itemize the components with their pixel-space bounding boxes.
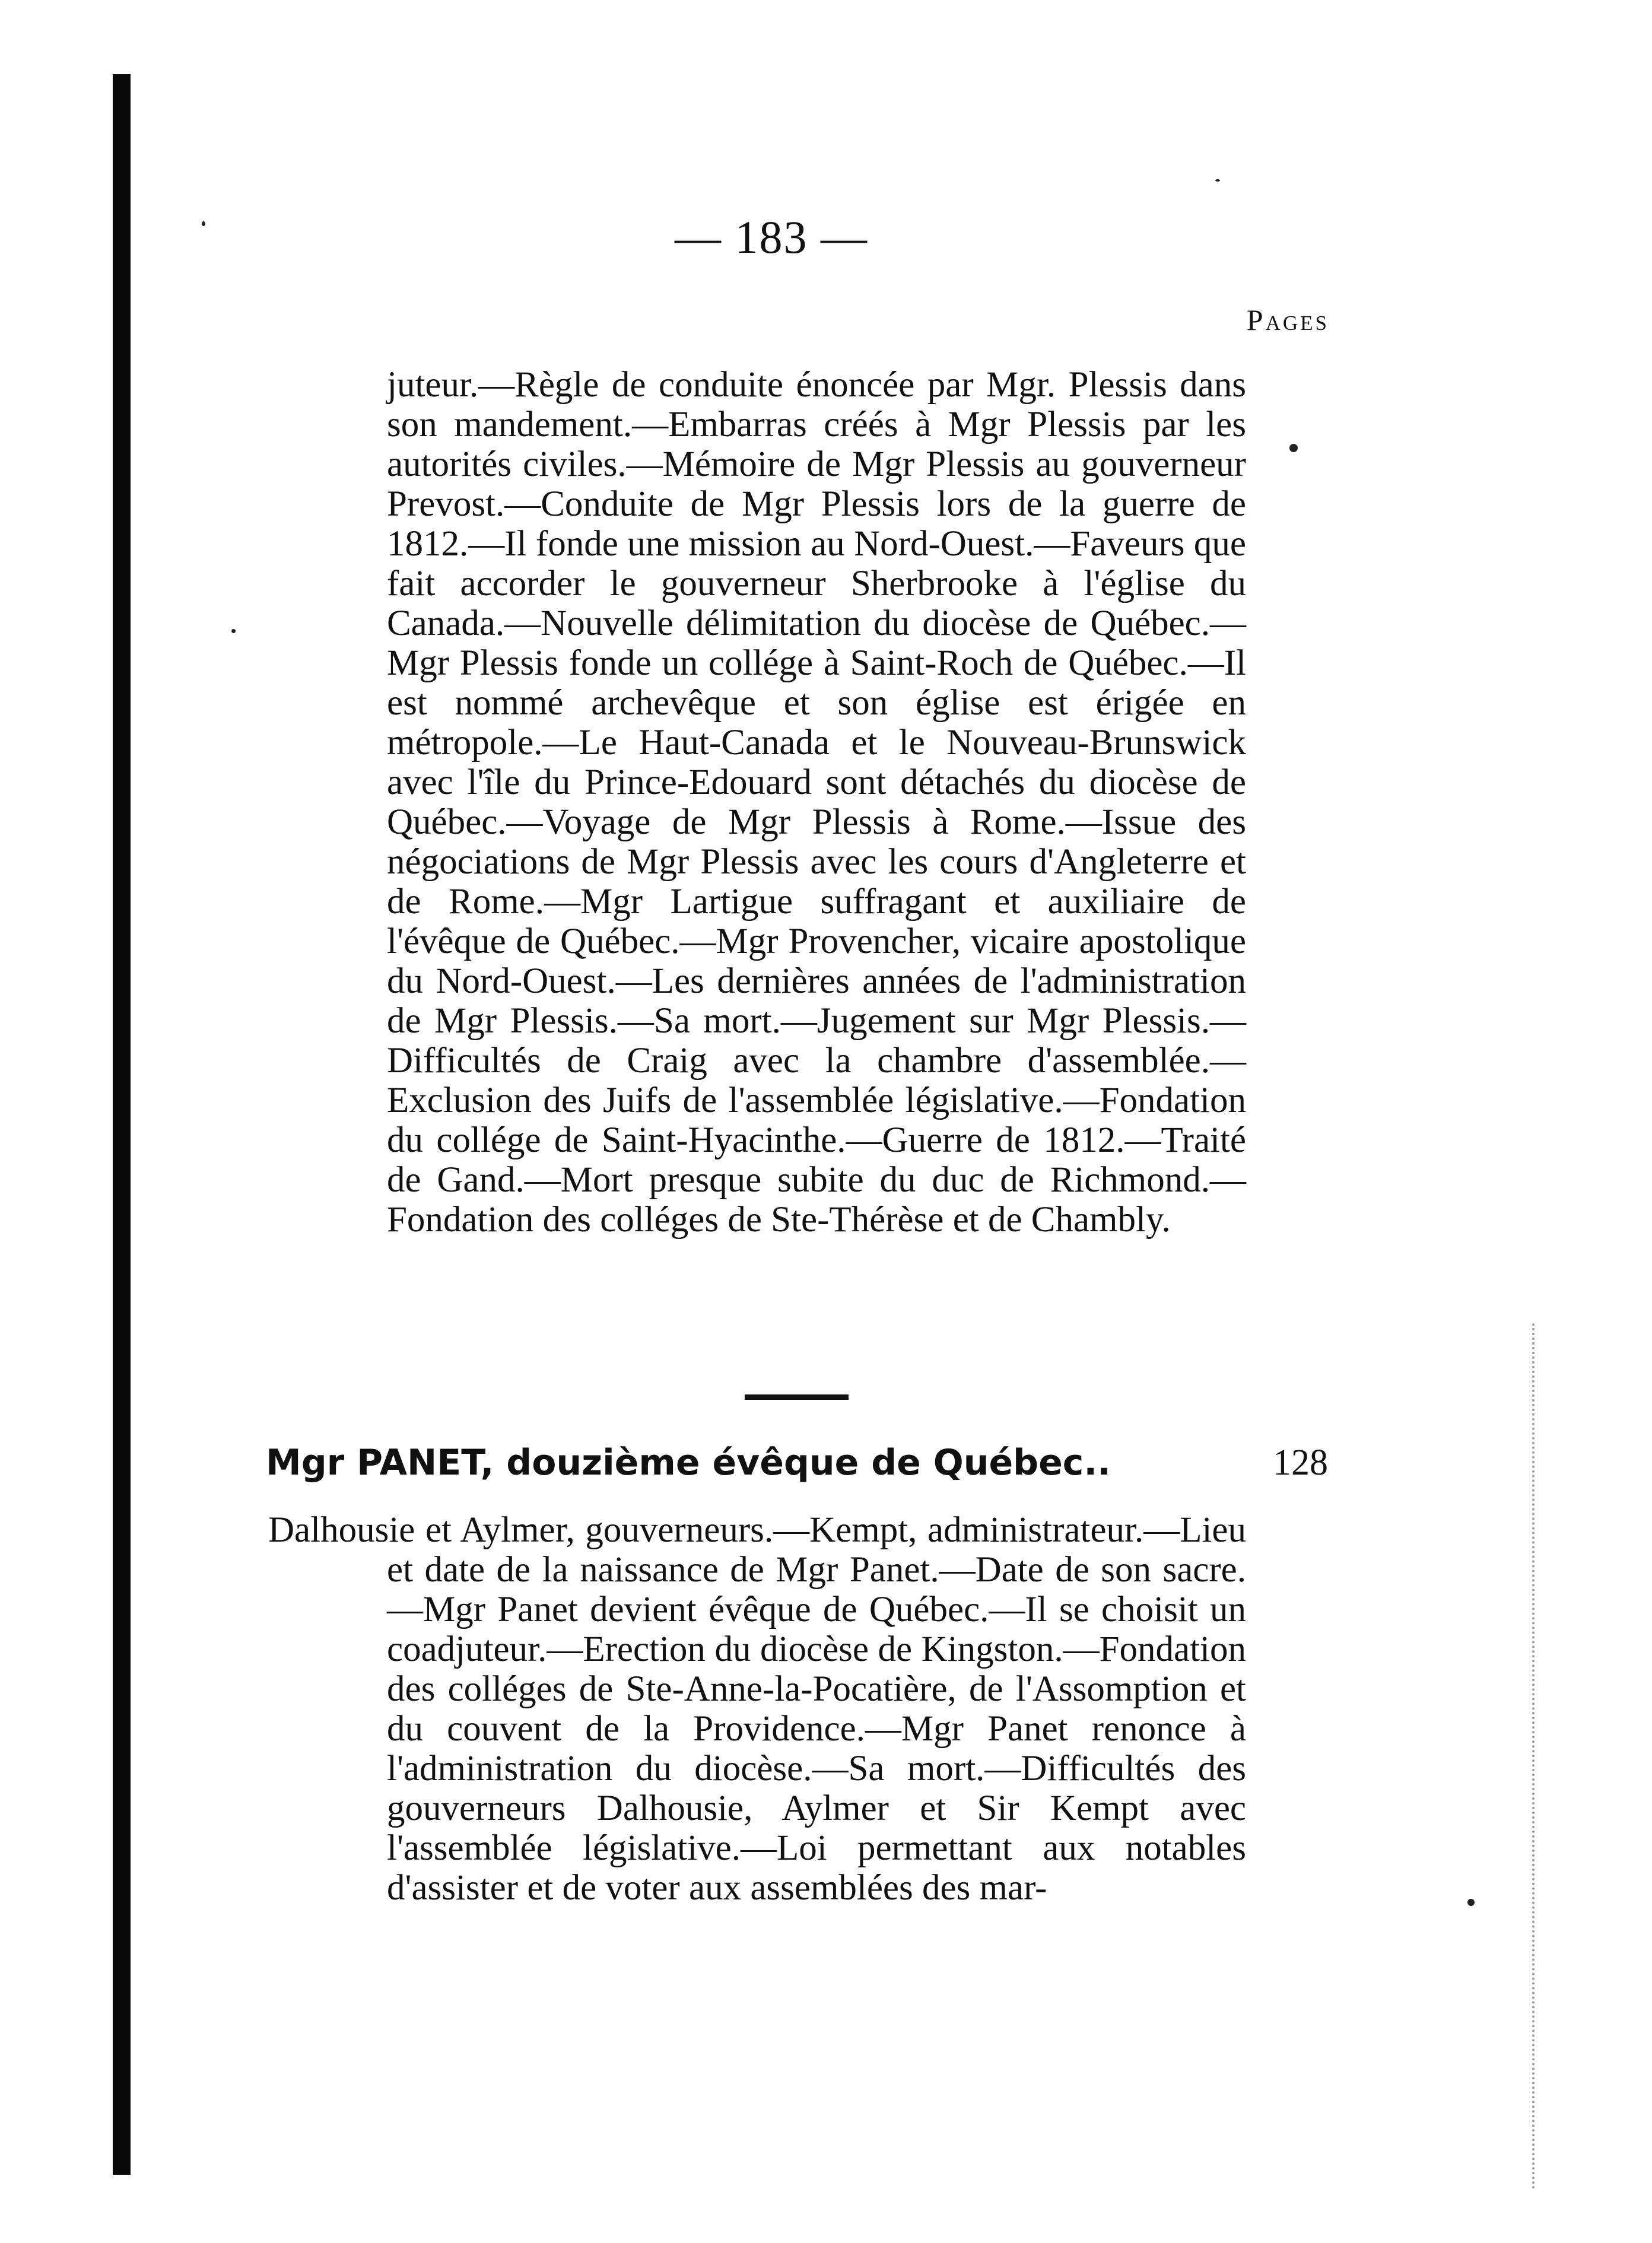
ink-speck [1289, 444, 1298, 452]
section-title: Mgr PANET, douzième évêque de Québec.. [266, 1442, 1111, 1483]
page-binding-edge [113, 74, 131, 2175]
ink-speck [202, 221, 205, 226]
ink-speck [231, 629, 236, 633]
ink-speck [1467, 1899, 1475, 1906]
section-divider [745, 1394, 849, 1400]
contents-entry-panet: Dalhousie et Aylmer, gouverneurs.—Kempt, administrateur.—Lieu et date de la naissance de Mgr Panet.—Date de son sacre.—Mgr Panet devient évêque de Québec.—Il se choisit un coadjuteur.—Erection du diocèse de Kingston.—Fondation des colléges de Ste-Anne-la-Pocatière, de l'Assomption et du couvent de la Providence.—Mgr Panet renonce à l'administration du diocèse.—Sa mort.—Difficultés des gouverneurs Dalhousie, Aylmer et Sir Kempt avec l'assemblée législative.—Loi permettant aux notables d'assister et de voter aux assemblées des mar- [268, 1510, 1246, 1908]
page-edge-specks [1532, 1323, 1537, 2190]
contents-entry-continued: juteur.—Règle de conduite énoncée par Mgr. Plessis dans son mandement.—Embarras créés à Mgr Plessis par les autorités civiles.—Mémoire de Mgr Plessis au gouverneur Prevost.—Conduite de Mgr Plessis lors de la guerre de 1812.—Il fonde une mission au Nord-Ouest.—Faveurs que fait accorder le gouverneur Sherbrooke à l'église du Canada.—Nouvelle délimitation du diocèse de Québec.—Mgr Plessis fonde un collége à Saint-Roch de Québec.—Il est nommé archevêque et son église est érigée en métropole.—Le Haut-Canada et le Nouveau-Brunswick avec l'île du Prince-Edouard sont détachés du diocèse de Québec.—Voyage de Mgr Plessis à Rome.—Issue des négociations de Mgr Plessis avec les cours d'Angleterre et de Rome.—Mgr Lartigue suffragant et auxiliaire de l'évêque de Québec.—Mgr Provencher, vicaire apostolique du Nord-Ouest.—Les dernières années de l'administration de Mgr Plessis.—Sa mort.—Jugement sur Mgr Plessis.—Difficultés de Craig avec la chambre d'assemblée.—Exclusion des Juifs de l'assemblée législative.—Fondation du collége de Saint-Hyacinthe.—Guerre de 1812.—Traité de Gand.—Mort presque subite du duc de Richmond.—Fondation des colléges de Ste-Thérèse et de Chambly. [387, 365, 1246, 1240]
section-page-reference: 128 [1273, 1443, 1328, 1483]
ink-speck [1215, 179, 1220, 182]
page-number: — 183 — [675, 211, 868, 263]
section-heading [266, 1442, 1328, 1484]
pages-column-label: Pages [1246, 303, 1329, 336]
